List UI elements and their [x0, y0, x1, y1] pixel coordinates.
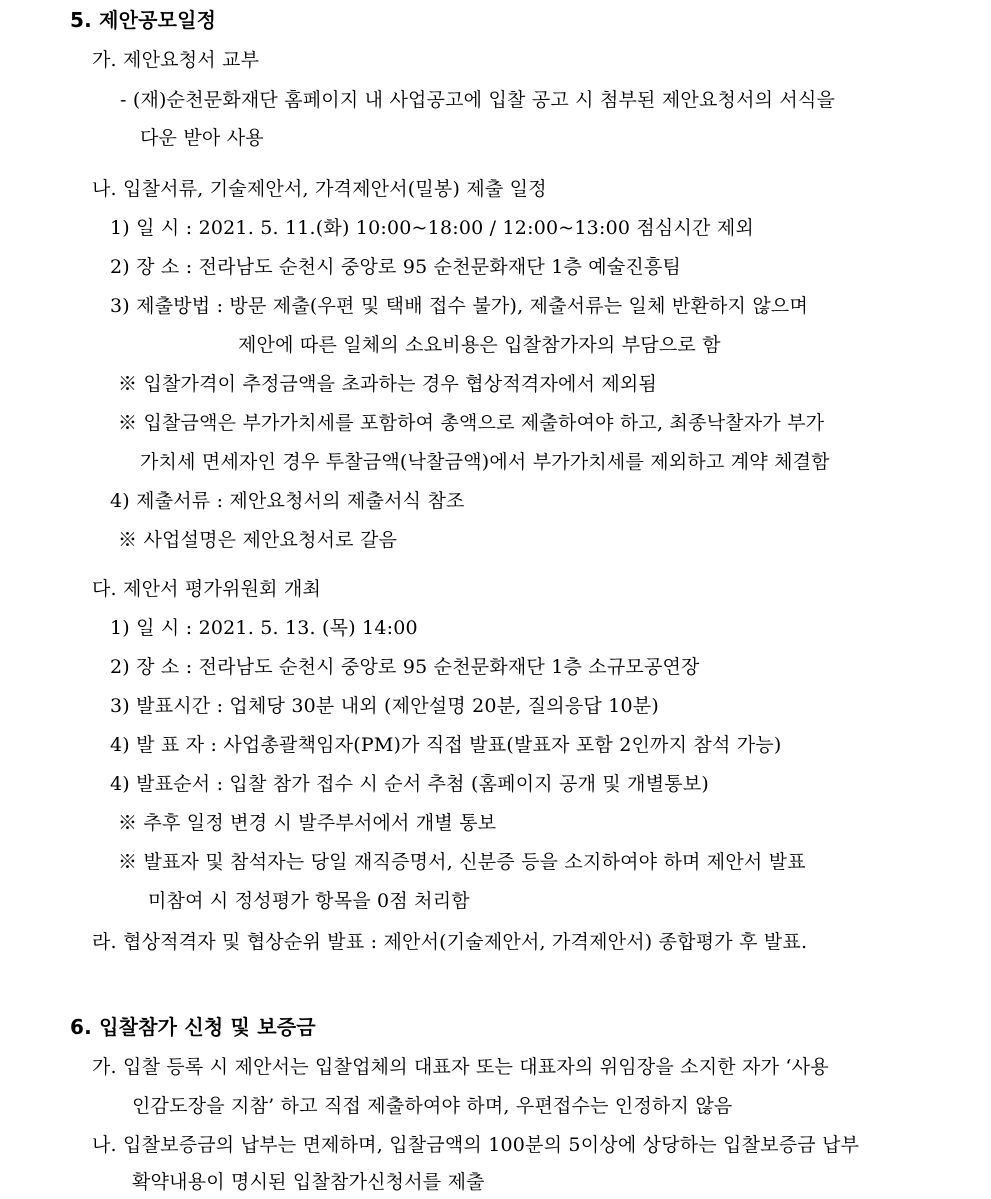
section-5-ga-line1: - (재)순천문화재단 홈페이지 내 사업공고에 입찰 공고 시 첨부된 제안요청서의 서식을 [120, 89, 836, 111]
section-5-da-item2: 2) 장 소 : 전라남도 순천시 중앙로 95 순천문화재단 1층 소규모공연장 [110, 656, 700, 678]
section-5-da-note2a: ※ 발표자 및 참석자는 당일 재직증명서, 신분증 등을 소지하여야 하며 제안서 발표 [118, 851, 806, 873]
section-5-title: 5. 제안공모일정 [70, 8, 217, 32]
section-5-da-item1: 1) 일 시 : 2021. 5. 13. (목) 14:00 [110, 617, 418, 639]
section-5-ra-title: 라. 협상적격자 및 협상순위 발표 : 제안서(기술제안서, 가격제안서) 종합평가 후 발표. [92, 931, 808, 953]
section-5-na-item2: 2) 장 소 : 전라남도 순천시 중앙로 95 순천문화재단 1층 예술진흥팀 [110, 256, 682, 278]
section-5-na-note2b: 가치세 면세자인 경우 투찰금액(낙찰금액)에서 부가가치세를 제외하고 계약 체결함 [140, 451, 830, 473]
section-5-na-note2a: ※ 입찰금액은 부가가치세를 포함하여 총액으로 제출하여야 하고, 최종낙찰자가 부가 [118, 412, 825, 434]
section-5-da-item3: 3) 발표시간 : 업체당 30분 내외 (제안설명 20분, 질의응답 10분) [110, 695, 659, 717]
section-5-ga-line2: 다운 받아 사용 [140, 127, 264, 149]
section-5-na-item1: 1) 일 시 : 2021. 5. 11.(화) 10:00~18:00 / 12:00~13:00 점심시간 제외 [110, 217, 754, 239]
section-5-na-note1: ※ 입찰가격이 추정금액을 초과하는 경우 협상적격자에서 제외됨 [118, 373, 658, 395]
section-5-da-item5: 4) 발표순서 : 입찰 참가 접수 시 순서 추첨 (홈페이지 공개 및 개별통보) [110, 773, 710, 795]
section-5-da-title: 다. 제안서 평가위원회 개최 [92, 578, 322, 600]
section-5-na-title: 나. 입찰서류, 기술제안서, 가격제안서(밀봉) 제출 일정 [92, 178, 547, 200]
section-6-ga-line2: 인감도장을 지참’ 하고 직접 제출하여야 하며, 우편접수는 인정하지 않음 [132, 1095, 733, 1117]
section-5-na-item4: 4) 제출서류 : 제안요청서의 제출서식 참조 [110, 490, 465, 512]
section-6-title: 6. 입찰참가 신청 및 보증금 [70, 1015, 316, 1039]
section-5-na-item3b: 제안에 따른 일체의 소요비용은 입찰참가자의 부담으로 함 [238, 334, 721, 356]
section-6-na-line2: 확약내용이 명시된 입찰참가신청서를 제출 [132, 1171, 485, 1193]
section-5-da-item4: 4) 발 표 자 : 사업총괄책임자(PM)가 직접 발표(발표자 포함 2인까지 참석 가능) [110, 734, 782, 756]
section-6-ga-line1: 가. 입찰 등록 시 제안서는 입찰업체의 대표자 또는 대표자의 위임장을 소지한 자가 ‘사용 [92, 1056, 829, 1078]
section-5-na-note3: ※ 사업설명은 제안요청서로 갈음 [118, 529, 398, 551]
section-6-na-line1: 나. 입찰보증금의 납부는 면제하며, 입찰금액의 100분의 5이상에 상당하는 입찰보증금 납부 [92, 1134, 860, 1156]
section-5-da-note2b: 미참여 시 정성평가 항목을 0점 처리함 [148, 890, 470, 912]
section-5-na-item3a: 3) 제출방법 : 방문 제출(우편 및 택배 접수 불가), 제출서류는 일체 반환하지 않으며 [110, 295, 809, 317]
section-5-ga-title: 가. 제안요청서 교부 [92, 49, 260, 71]
section-5-da-note1: ※ 추후 일정 변경 시 발주부서에서 개별 통보 [118, 812, 497, 834]
